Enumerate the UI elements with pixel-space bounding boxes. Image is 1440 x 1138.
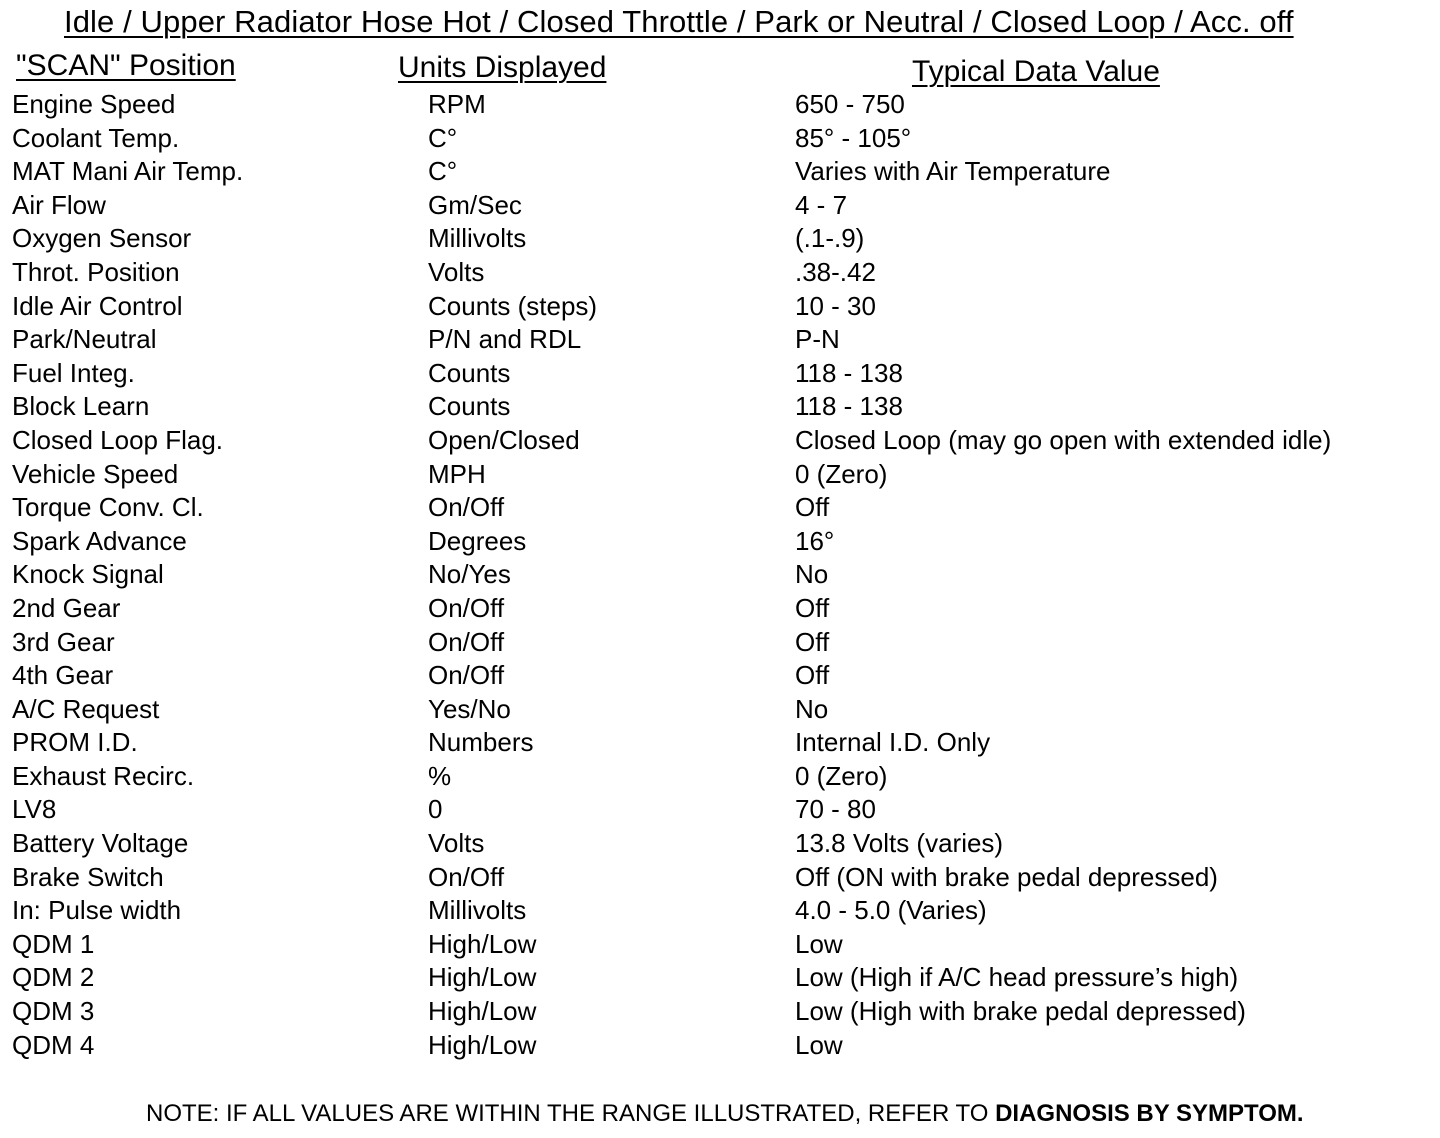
typical-value-cell: 118 - 138: [795, 391, 903, 422]
scan-position-cell: A/C Request: [12, 693, 160, 724]
table-row: [0, 155, 1440, 189]
typical-value-cell: 4 - 7: [795, 189, 848, 220]
units-cell: High/Low: [428, 996, 537, 1027]
scan-position-cell: Oxygen Sensor: [12, 223, 192, 254]
table-row: [0, 189, 1440, 223]
table-row: [0, 693, 1440, 727]
scan-position-cell: QDM 1: [12, 928, 95, 959]
table-row: [0, 390, 1440, 424]
units-cell: MPH: [428, 458, 486, 489]
scan-position-cell: Torque Conv. Cl.: [12, 492, 204, 523]
typical-value-cell: Off: [795, 660, 830, 691]
units-cell: Counts (steps): [428, 290, 598, 321]
table-row: [0, 558, 1440, 592]
table-row: [0, 995, 1440, 1029]
table-row: [0, 323, 1440, 357]
units-cell: C°: [428, 122, 458, 153]
units-cell: Millivolts: [428, 895, 527, 926]
typical-value-cell: Low (High if A/C head pressure’s high): [795, 962, 1239, 993]
scan-position-cell: In: Pulse width: [12, 895, 182, 926]
typical-value-cell: 16°: [795, 525, 835, 556]
scan-position-cell: 4th Gear: [12, 660, 114, 691]
table-row: [0, 491, 1440, 525]
table-row: [0, 458, 1440, 492]
scan-position-cell: Coolant Temp.: [12, 122, 180, 153]
table-row: [0, 592, 1440, 626]
scan-position-cell: LV8: [12, 794, 57, 825]
table-row: [0, 726, 1440, 760]
units-cell: High/Low: [428, 1029, 537, 1060]
typical-value-cell: Varies with Air Temperature: [795, 156, 1111, 187]
units-cell: Degrees: [428, 525, 527, 556]
typical-value-cell: .38-.42: [795, 256, 876, 287]
units-cell: On/Off: [428, 592, 505, 623]
table-row: [0, 222, 1440, 256]
units-cell: Counts: [428, 391, 511, 422]
scan-position-cell: Spark Advance: [12, 525, 187, 556]
scan-position-cell: Knock Signal: [12, 559, 164, 590]
scan-position-cell: Engine Speed: [12, 89, 176, 119]
table-row: [0, 894, 1440, 928]
units-cell: Volts: [428, 256, 485, 287]
table-row: [0, 256, 1440, 290]
table-row: [0, 793, 1440, 827]
scan-position-cell: Vehicle Speed: [12, 458, 179, 489]
table-row: [0, 861, 1440, 895]
scan-position-cell: Park/Neutral: [12, 324, 157, 355]
table-row: [0, 357, 1440, 391]
typical-value-cell: P-N: [795, 324, 840, 355]
table-row: [0, 961, 1440, 995]
typical-value-cell: No: [795, 693, 829, 724]
typical-value-cell: 4.0 - 5.0 (Varies): [795, 895, 987, 926]
units-cell: Millivolts: [428, 223, 527, 254]
typical-value-cell: 0 (Zero): [795, 458, 888, 489]
units-cell: Gm/Sec: [428, 189, 522, 220]
units-cell: Yes/No: [428, 693, 511, 724]
note-emphasis: DIAGNOSIS BY SYMPTOM.: [995, 1100, 1304, 1127]
typical-value-cell: 650 - 750: [795, 89, 905, 119]
typical-value-cell: Low: [795, 1029, 843, 1060]
typical-value-cell: 118 - 138: [795, 357, 903, 388]
scan-position-cell: PROM I.D.: [12, 727, 138, 758]
units-cell: 0: [428, 794, 443, 825]
typical-value-cell: Off: [795, 592, 830, 623]
typical-value-cell: Low: [795, 928, 843, 959]
table-row: [0, 525, 1440, 559]
scan-data-table: [0, 88, 1440, 1062]
scan-position-cell: QDM 4: [12, 1029, 95, 1060]
scan-position-cell: Throt. Position: [12, 256, 180, 287]
column-header-typical-data-value: Typical Data Value: [912, 55, 1160, 88]
typical-value-cell: 10 - 30: [795, 290, 876, 321]
table-row: [0, 290, 1440, 324]
units-cell: RPM: [428, 89, 486, 119]
typical-value-cell: Closed Loop (may go open with extended idle): [795, 424, 1332, 455]
scan-position-cell: Brake Switch: [12, 861, 164, 892]
page-title: Idle / Upper Radiator Hose Hot / Closed Throttle / Park or Neutral / Closed Loop / Acc. off: [64, 4, 1294, 39]
units-cell: Numbers: [428, 727, 534, 758]
table-row: [0, 659, 1440, 693]
units-cell: Counts: [428, 357, 511, 388]
units-cell: C°: [428, 156, 458, 187]
typical-value-cell: (.1-.9): [795, 223, 865, 254]
table-row: [0, 760, 1440, 794]
units-cell: %: [428, 760, 452, 791]
column-header-scan-position: "SCAN" Position: [16, 49, 236, 82]
units-cell: High/Low: [428, 928, 537, 959]
column-header-units-displayed: Units Displayed: [398, 51, 607, 84]
table-row: [0, 928, 1440, 962]
units-cell: On/Off: [428, 660, 505, 691]
typical-value-cell: Off: [795, 492, 830, 523]
typical-value-cell: Low (High with brake pedal depressed): [795, 996, 1246, 1027]
typical-value-cell: Internal I.D. Only: [795, 727, 991, 758]
note-text: NOTE: IF ALL VALUES ARE WITHIN THE RANGE ILLUSTRATED, REFER TO: [146, 1100, 996, 1127]
scan-position-cell: Idle Air Control: [12, 290, 183, 321]
typical-value-cell: No: [795, 559, 829, 590]
scan-position-cell: Exhaust Recirc.: [12, 760, 195, 791]
table-row: [0, 88, 1440, 122]
table-row: [0, 1029, 1440, 1063]
table-row: [0, 122, 1440, 156]
scan-position-cell: 2nd Gear: [12, 592, 121, 623]
typical-value-cell: 70 - 80: [795, 794, 876, 825]
table-row: [0, 626, 1440, 660]
typical-value-cell: Off: [795, 626, 830, 657]
scan-position-cell: Battery Voltage: [12, 828, 189, 859]
note: [146, 1098, 1304, 1130]
units-cell: On/Off: [428, 492, 505, 523]
scan-position-cell: Closed Loop Flag.: [12, 424, 224, 455]
typical-value-cell: 0 (Zero): [795, 760, 888, 791]
scan-position-cell: Fuel Integ.: [12, 357, 135, 388]
scan-position-cell: Air Flow: [12, 189, 106, 220]
typical-value-cell: 85° - 105°: [795, 122, 912, 153]
typical-value-cell: 13.8 Volts (varies): [795, 828, 1004, 859]
units-cell: Open/Closed: [428, 424, 580, 455]
table-row: [0, 424, 1440, 458]
typical-value-cell: Off (ON with brake pedal depressed): [795, 861, 1218, 892]
units-cell: On/Off: [428, 626, 505, 657]
scan-position-cell: MAT Mani Air Temp.: [12, 156, 244, 187]
table-row: [0, 827, 1440, 861]
units-cell: P/N and RDL: [428, 324, 582, 355]
units-cell: On/Off: [428, 861, 505, 892]
units-cell: Volts: [428, 828, 485, 859]
scan-position-cell: QDM 3: [12, 996, 95, 1027]
scan-position-cell: Block Learn: [12, 391, 150, 422]
scan-position-cell: QDM 2: [12, 962, 95, 993]
scan-position-cell: 3rd Gear: [12, 626, 115, 657]
units-cell: No/Yes: [428, 559, 511, 590]
units-cell: High/Low: [428, 962, 537, 993]
